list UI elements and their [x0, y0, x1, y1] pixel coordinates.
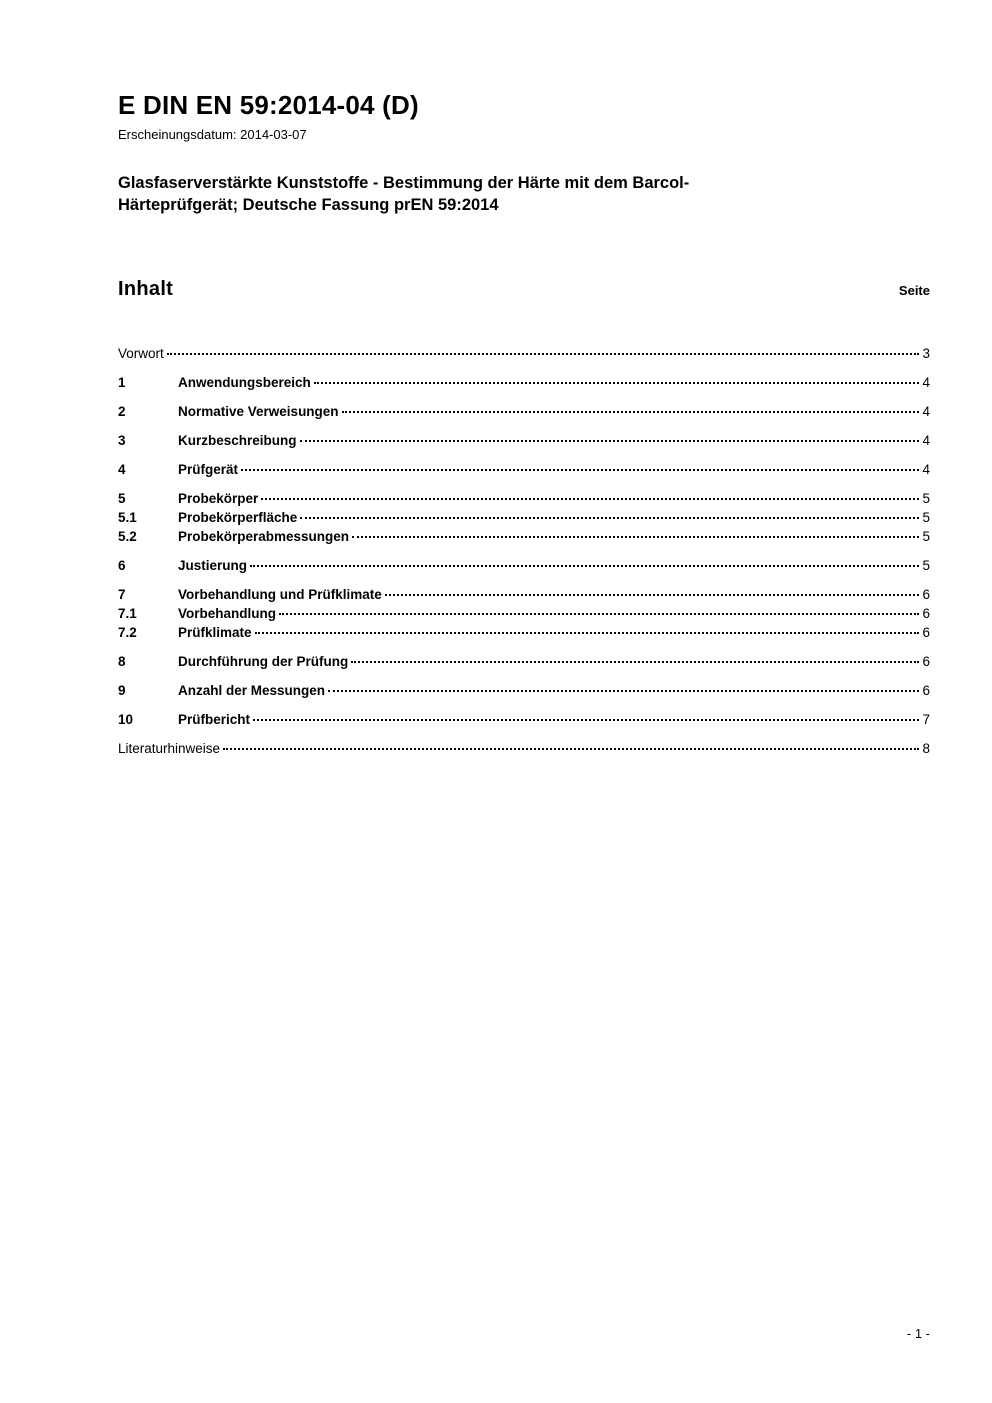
- toc-entry-page: 6: [922, 625, 930, 640]
- toc-entry-1: [118, 374, 930, 391]
- toc-entry-title: Vorbehandlung und Prüfklimate: [178, 587, 382, 602]
- toc-entry-number: 8: [118, 654, 126, 669]
- toc-entry-title: Kurzbeschreibung: [178, 433, 297, 448]
- toc-entry-title: Probekörperabmessungen: [178, 529, 350, 544]
- dotted-leader: [250, 565, 919, 567]
- toc-entry-number: 9: [118, 683, 126, 698]
- toc-entry-page: 4: [922, 462, 930, 477]
- toc-entry-7-1: [118, 605, 930, 622]
- toc-entry-vorwort: [118, 345, 930, 362]
- dotted-leader: [352, 536, 919, 538]
- toc-entry-number: 5.1: [118, 510, 137, 525]
- toc-entry-5-1: [118, 509, 930, 526]
- toc-entry-number: 5: [118, 491, 126, 506]
- toc-entry-title: Probekörperfläche: [178, 510, 298, 525]
- toc-entry-page: 7: [922, 712, 930, 727]
- toc-entry-3: [118, 432, 930, 449]
- toc-entry-4: [118, 461, 930, 478]
- toc-entry-page: 5: [922, 491, 930, 506]
- toc-entry-page: 5: [922, 529, 930, 544]
- dotted-leader: [261, 498, 919, 500]
- dotted-leader: [300, 517, 919, 519]
- toc-entry-page: 6: [922, 683, 930, 698]
- toc-entry-number: 7: [118, 587, 126, 602]
- toc-entry-title: Durchführung der Prüfung: [178, 654, 349, 669]
- subtitle-line-2: Härteprüfgerät; Deutsche Fassung prEN 59:2014: [118, 196, 499, 214]
- toc-entry-title: Normative Verweisungen: [178, 404, 339, 419]
- toc-entry-title: Probekörper: [178, 491, 259, 506]
- table-of-contents: [118, 345, 930, 757]
- dotted-leader: [342, 411, 920, 413]
- dotted-leader: [300, 440, 920, 442]
- publication-date: Erscheinungsdatum: 2014-03-07: [118, 127, 307, 142]
- toc-entry-number: 7.1: [118, 606, 137, 621]
- toc-entry-page: 4: [922, 404, 930, 419]
- toc-entry-2: [118, 403, 930, 420]
- document-title: E DIN EN 59:2014-04 (D): [118, 90, 419, 120]
- toc-entry-number: 10: [118, 712, 134, 727]
- toc-entry-8: [118, 653, 930, 670]
- toc-entry-6: [118, 557, 930, 574]
- toc-entry-number: 5.2: [118, 529, 137, 544]
- dotted-leader: [253, 719, 919, 721]
- page-column-label: Seite: [898, 283, 930, 298]
- toc-entry-5: [118, 490, 930, 507]
- toc-entry-number: 7.2: [118, 625, 137, 640]
- toc-entry-7-2: [118, 624, 930, 641]
- toc-entry-number: 2: [118, 404, 126, 419]
- dotted-leader: [167, 353, 920, 355]
- toc-entry-title: Vorbehandlung: [178, 606, 276, 621]
- toc-entry-title: Prüfbericht: [178, 712, 251, 727]
- toc-header: [118, 278, 930, 301]
- toc-entry-number: 4: [118, 462, 126, 477]
- toc-entry-page: 6: [922, 654, 930, 669]
- toc-entry-title: Prüfgerät: [178, 462, 239, 477]
- dotted-leader: [223, 748, 919, 750]
- page-number-footer: - 1 -: [906, 1326, 930, 1341]
- toc-entry-9: [118, 682, 930, 699]
- toc-heading: Inhalt: [118, 278, 174, 300]
- toc-entry-page: 6: [922, 587, 930, 602]
- toc-entry-10: [118, 711, 930, 728]
- toc-entry-literaturhinweise: [118, 740, 930, 757]
- toc-entry-title: Vorwort: [118, 346, 164, 361]
- toc-entry-title: Prüfklimate: [178, 625, 252, 640]
- dotted-leader: [241, 469, 919, 471]
- toc-entry-page: 4: [922, 375, 930, 390]
- toc-entry-page: 6: [922, 606, 930, 621]
- toc-entry-page: 5: [922, 510, 930, 525]
- toc-entry-page: 5: [922, 558, 930, 573]
- dotted-leader: [385, 594, 920, 596]
- toc-entry-number: 3: [118, 433, 126, 448]
- toc-entry-number: 1: [118, 375, 126, 390]
- toc-entry-number: 6: [118, 558, 126, 573]
- toc-entry-page: 8: [922, 741, 930, 756]
- dotted-leader: [279, 613, 919, 615]
- document-subtitle: [118, 172, 930, 216]
- toc-entry-7: [118, 586, 930, 603]
- toc-entry-title: Anzahl der Messungen: [178, 683, 326, 698]
- toc-entry-title: Literaturhinweise: [118, 741, 221, 756]
- dotted-leader: [351, 661, 919, 663]
- toc-entry-page: 4: [922, 433, 930, 448]
- toc-entry-5-2: [118, 528, 930, 545]
- toc-entry-title: Anwendungsbereich: [178, 375, 311, 390]
- dotted-leader: [314, 382, 920, 384]
- subtitle-line-1: Glasfaserverstärkte Kunststoffe - Bestimmung der Härte mit dem Barcol-: [118, 174, 690, 192]
- toc-entry-title: Justierung: [178, 558, 248, 573]
- toc-entry-page: 3: [922, 346, 930, 361]
- dotted-leader: [328, 690, 919, 692]
- dotted-leader: [255, 632, 920, 634]
